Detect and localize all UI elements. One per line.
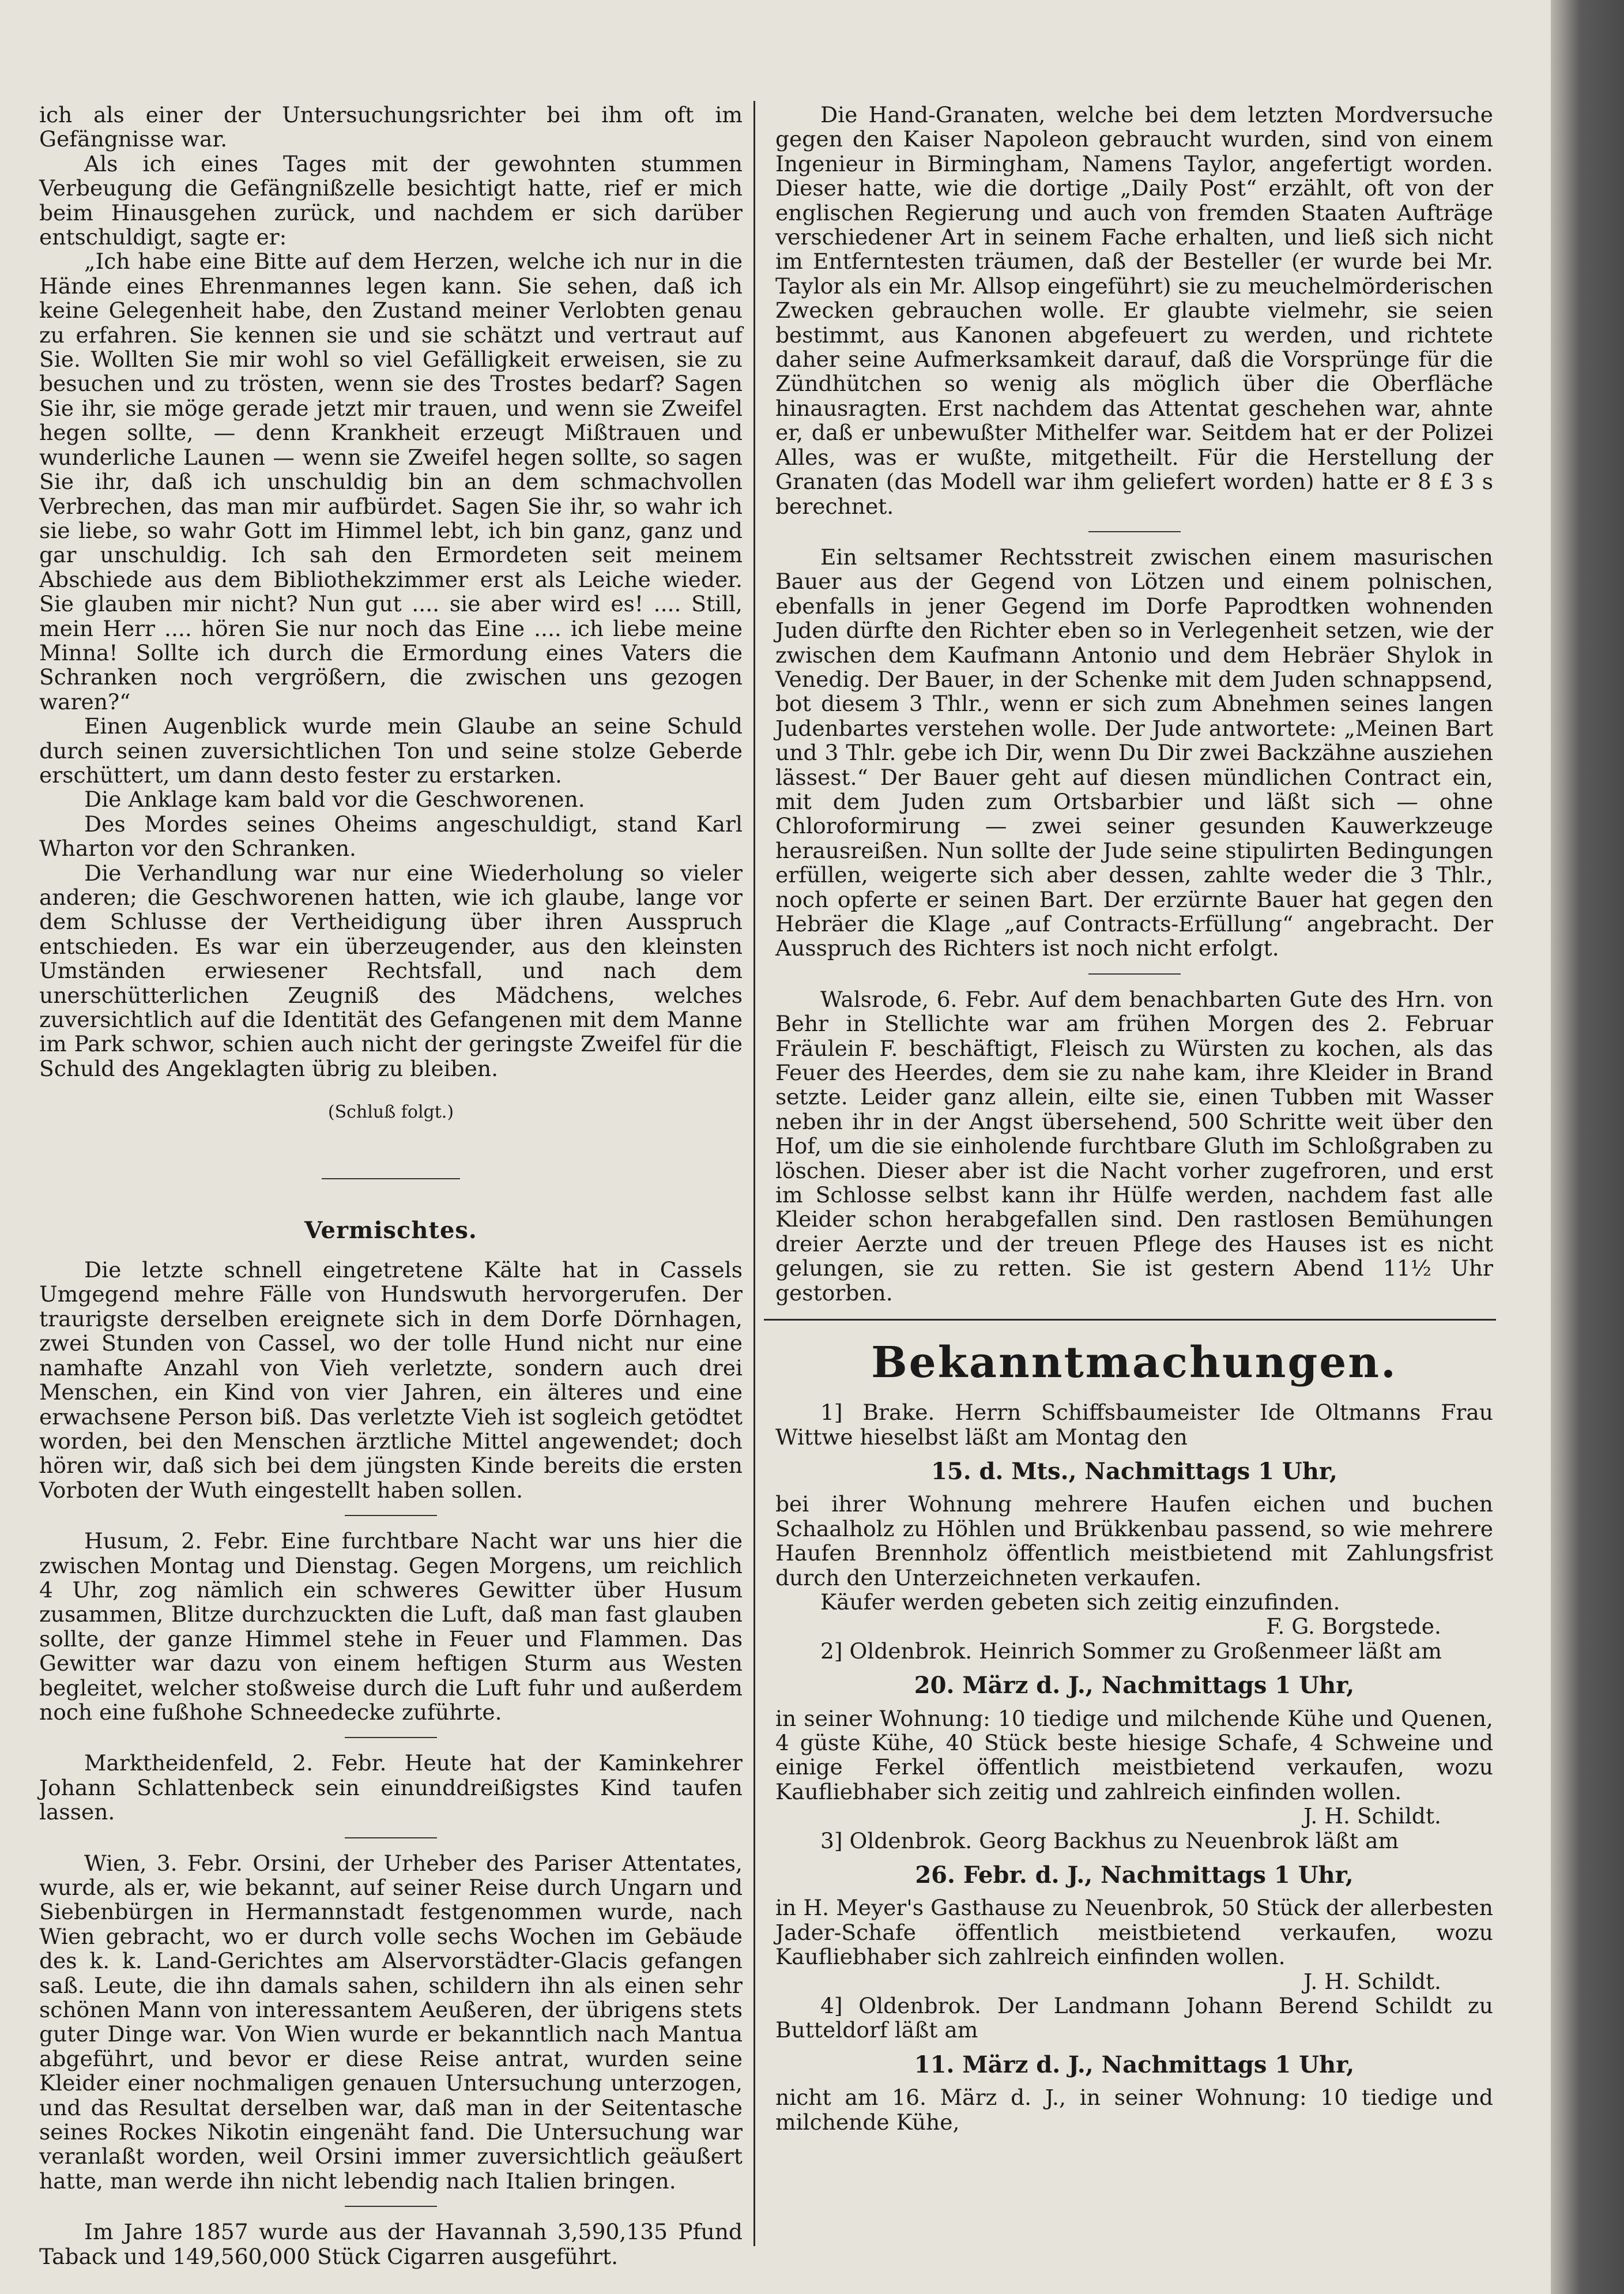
announcement bbox=[775, 1829, 1493, 1994]
story-paragraph: „Ich habe eine Bitte auf dem Herzen, welche ich nur in die Hände eines Ehrenmannes legen kann. Sie sehen, daß ich keine Gelegenheit habe, den Zustand meiner Verlobten genau zu erfahren. Sie kennen sie und sie schätzt und vertraut auf Sie. Wollten Sie mir wohl so viel Gefälligkeit erweisen, sie zu besuchen und zu trösten, wenn sie des Trostes bedarf? Sagen Sie ihr, sie möge gerade jetzt mir trauen, und wenn sie Zweifel hegen sollte, — denn Krankheit erzeugt Mißtrauen und wunderliche Launen — wenn sie Zweifel hegen sollte, so sagen Sie ihr, daß ich unschuldig bin an dem schmachvollen Verbrechen, das man mir aufbürdet. Sagen Sie ihr, so wahr ich sie liebe, so wahr Gott im Himmel lebt, ich bin ganz, ganz und gar unschuldig. Ich sah den Ermordeten seit meinem Abschiede aus dem Bibliothekzimmer erst als Leiche wieder. Sie glauben mir nicht? Nun gut .... sie aber wird es! .... Still, mein Herr .... hören Sie nur noch das Eine .... ich liebe meine Minna! Sollte ich durch die Ermordung eines Vaters die Schranken noch vergrößern, die zwischen uns gezogen waren?“ bbox=[39, 249, 743, 714]
separator-line bbox=[1088, 973, 1181, 975]
announcement-body: in H. Meyer's Gasthause zu Neuenbrok, 50 Stück der allerbesten Jader-Schafe öffentlich meistbietend verkaufen, wozu Kaufliebhaber sich zahlreich einfinden wollen. bbox=[775, 1895, 1493, 1970]
announcement-body: nicht am 16. März d. J., in seiner Wohnung: 10 tiedige und milchende Kühe, bbox=[775, 2085, 1493, 2135]
separator-line bbox=[322, 1178, 460, 1179]
story-paragraph: Einen Augenblick wurde mein Glaube an seine Schuld durch seinen zuversichtlichen Ton und seine stolze Geberde erschüttert, um dann desto fester zu erstarken. bbox=[39, 713, 743, 788]
separator-line bbox=[1088, 531, 1181, 532]
announcement-date: 15. d. Mts., Nachmittags 1 Uhr, bbox=[931, 1457, 1337, 1485]
announcement-body: bei ihrer Wohnung mehrere Haufen eichen und buchen Schaalholz zu Höhlen und Brükkenbau passend, so wie mehrere Haufen Brennholz öffentlich meistbietend mit Zahlungsfrist durch den Unterzeichneten verkaufen. bbox=[775, 1491, 1493, 1590]
section-rule bbox=[764, 1319, 1496, 1321]
book-spine-edge bbox=[1551, 0, 1624, 2294]
misc-paragraph: Husum, 2. Febr. Eine furchtbare Nacht war uns hier die zwischen Montag und Dienstag. Gegen Morgens, um reichlich 4 Uhr, zog nämlich ein schweres Gewitter über Husum zusammen, Blitze durchzuckten die Luft, daß man fast glauben sollte, der ganze Himmel stehe in Feuer und Flammen. Das Gewitter war dazu von einem heftigen Sturm aus Westen begleitet, welcher stoßweise durch die Luft fuhr und außerdem noch eine fußhohe Schneedecke zuführte. bbox=[39, 1528, 743, 1725]
announcement bbox=[775, 1994, 1493, 2134]
announcement-signature: F. G. Borgstede. bbox=[1266, 1614, 1441, 1639]
announcement-extra: Käufer werden gebeten sich zeitig einzufinden. bbox=[820, 1589, 1340, 1615]
announcement-signature: J. H. Schildt. bbox=[1303, 1968, 1441, 1994]
right-column bbox=[775, 103, 1493, 2236]
separator-line bbox=[345, 1737, 437, 1738]
story-paragraph: Des Mordes seines Oheims angeschuldigt, stand Karl Wharton vor den Schranken. bbox=[39, 811, 743, 862]
announcement-intro: 1] Brake. Herrn Schiffsbaumeister Ide Oltmanns Frau Wittwe hieselbst läßt am Montag den bbox=[775, 1400, 1493, 1450]
separator-line bbox=[345, 1515, 437, 1516]
misc-paragraph: Marktheidenfeld, 2. Febr. Heute hat der Kaminkehrer Johann Schlattenbeck sein einunddreißigstes Kind taufen lassen. bbox=[39, 1750, 743, 1825]
misc-paragraph: Wien, 3. Febr. Orsini, der Urheber des Pariser Attentates, wurde, als er, wie bekannt, auf seiner Reise durch Ungarn und Siebenbürgen in Hermannstadt festgenommen wurde, nach Wien gebracht, wo er durch volle sechs Wochen im Gebäude des k. k. Land-Gerichtes am Alservorstädter-Glacis gefangen saß. Leute, die ihn damals sahen, schildern ihn als einen sehr schönen Mann von interessantem Aeußeren, der übrigens stets guter Dinge war. Von Wien wurde er bekanntlich nach Mantua abgeführt, und bevor er diese Reise antrat, wurden seine Kleider einer nochmaligen genauen Untersuchung unterzogen, und das Resultat derselben war, daß man in der Seitentasche seines Rockes Nikotin eingenäht fand. Die Untersuchung war veranlaßt worden, weil Orsini immer zuversichtlich geäußert hatte, man werde ihn nicht lebendig nach Italien bringen. bbox=[39, 1850, 743, 2194]
news-paragraph: Walsrode, 6. Febr. Auf dem benachbarten Gute des Hrn. von Behr in Stellichte war am frühen Morgen des 2. Februar Fräulein F. beschäftigt, Fleisch zu Würsten zu kochen, als das Feuer des Heerdes, dem sie zu nahe kam, ihre Kleider in Brand setzte. Leider ganz allein, eilte sie, einen Tubben mit Wasser neben ihr in der Angst übersehend, 500 Schritte weit über den Hof, um die sie einholende furchtbare Gluth im Schloßgraben zu löschen. Dieser aber ist die Nacht vorher zugefroren, und erst im Schlosse selbst kann ihr Hülfe werden, nachdem fast alle Kleider schon herabgefallen sind. Den rastlosen Bemühungen dreier Aerzte und der treuen Pflege des Hauses ist es nicht gelungen, sie zu retten. Sie ist gestern Abend 11½ Uhr gestorben. bbox=[775, 986, 1493, 1306]
separator-line bbox=[345, 2206, 437, 2207]
announcement-intro: 3] Oldenbrok. Georg Backhus zu Neuenbrok läßt am bbox=[820, 1827, 1399, 1853]
announcement-date: 20. März d. J., Nachmittags 1 Uhr, bbox=[914, 1672, 1355, 1699]
announcements-title: Bekanntmachungen. bbox=[871, 1338, 1397, 1388]
announcement-signature: J. H. Schildt. bbox=[1303, 1803, 1441, 1829]
story-paragraph: Die Verhandlung war nur eine Wiederholung so vieler anderen; die Geschworenen hatten, wie ich glaube, lange vor dem Schlusse der Vertheidigung über ihren Ausspruch entschieden. Es war ein überzeugender, aus den kleinsten Umständen erwiesener Rechtsfall, und nach dem unerschütterlichen Zeugniß des Mädchens, welches zuversichtlich auf die Identität des Gefangenen mit dem Manne im Park schwor, schien auch nicht der geringste Zweifel für die Schuld des Angeklagten übrig zu bleiben. bbox=[39, 860, 743, 1081]
continuation-note: (Schluß folgt.) bbox=[327, 1102, 454, 1123]
news-paragraph: Die Hand-Granaten, welche bei dem letzten Mordversuche gegen den Kaiser Napoleon gebraucht wurden, sind von einem Ingenieur in Birmingham, Namens Taylor, angefertigt worden. Dieser hatte, wie die dortige „Daily Post“ erzählt, oft von der englischen Regierung und auch von fremden Staaten Aufträge verschiedener Art in seinem Fache erhalten, und ließ sich nicht im Entferntesten träumen, daß der Besteller (er wurde bei Mr. Taylor als ein Mr. Allsop eingeführt) sie zu meuchelmörderischen Zwecken gebrauchen wolle. Er glaubte vielmehr, sie seien bestimmt, aus Kanonen abgefeuert zu werden, und richtete daher seine Aufmerksamkeit darauf, daß die Vorsprünge für die Zündhütchen so wenig als möglich über die Oberfläche hinausragten. Erst nachdem das Attentat geschehen war, ahnte er, daß er unbewußter Mithelfer war. Seitdem hat er der Polizei Alles, was er wußte, mitgetheilt. Für die Herstellung der Granaten (das Modell war ihm geliefert worden) hatte er 8 £ 3 s berechnet. bbox=[775, 102, 1493, 519]
section-title-misc: Vermischtes. bbox=[304, 1216, 477, 1244]
misc-paragraph: Die letzte schnell eingetretene Kälte hat in Cassels Umgegend mehre Fälle von Hundswuth hervorgerufen. Der traurigste derselben ereignete sich in dem Dorfe Dörnhagen, zwei Stunden von Cassel, wo der tolle Hund nicht nur eine namhafte Anzahl von Vieh verletzte, sondern auch drei Menschen, ein Kind von vier Jahren, ein älteres und eine erwachsene Person biß. Das verletzte Vieh ist sogleich getödtet worden, bei den Menschen ärztliche Mittel angewendet; doch hören wir, daß sich bei dem jüngsten Kinde bereits die ersten Vorboten der Wuth eingestellt haben sollen. bbox=[39, 1257, 743, 1503]
announcement bbox=[775, 1639, 1493, 1829]
column-divider bbox=[753, 101, 755, 2246]
announcement bbox=[775, 1400, 1493, 1639]
story-paragraph: ich als einer der Untersuchungsrichter bei ihm oft im Gefängnisse war. bbox=[39, 102, 743, 152]
misc-paragraph: Im Jahre 1857 wurde aus der Havannah 3,590,135 Pfund Taback und 149,560,000 Stück Cigarren ausgeführt. bbox=[39, 2219, 743, 2269]
news-paragraph: Ein seltsamer Rechtsstreit zwischen einem masurischen Bauer aus der Gegend von Lötzen und einem polnischen, ebenfalls in jener Gegend im Dorfe Paprodtken wohnenden Juden dürfte den Richter eben so in Verlegenheit setzen, wie der zwischen dem Kaufmann Antonio und dem Hebräer Shylok in Venedig. Der Bauer, in der Schenke mit dem Juden schnappsend, bot diesem 3 Thlr., wenn er sich zum Abnehmen seines langen Judenbartes verstehen wolle. Der Jude antwortete: „Meinen Bart und 3 Thlr. gebe ich Dir, wenn Du Dir zwei Backzähne ausziehen lässest.“ Der Bauer geht auf diesen mündlichen Contract ein, mit dem Juden zum Ortsbarbier und läßt sich — ohne Chloroformirung — zwei seiner gesunden Kauwerkzeuge herausreißen. Nun sollte der Jude seine stipulirten Bedingungen erfüllen, weigerte sich aber dessen, zahlte weder die 3 Thlr., noch opferte er seinen Bart. Der erzürnte Bauer hat gegen den Hebräer die Klage „auf Contracts-Erfüllung“ angebracht. Der Ausspruch des Richters ist noch nicht erfolgt. bbox=[775, 544, 1493, 961]
story-paragraph: Als ich eines Tages mit der gewohnten stummen Verbeugung die Gefängnißzelle besichtigt hatte, rief er mich beim Hinausgehen zurück, und nachdem er sich darüber entschuldigt, sagte er: bbox=[39, 151, 743, 250]
announcement-date: 26. Febr. d. J., Nachmittags 1 Uhr, bbox=[915, 1861, 1354, 1889]
left-column bbox=[39, 102, 743, 2269]
separator-line bbox=[345, 1837, 437, 1838]
announcement-intro: 4] Oldenbrok. Der Landmann Johann Berend Schildt zu Butteldorf läßt am bbox=[775, 1993, 1493, 2043]
story-paragraph: Die Anklage kam bald vor die Geschworenen. bbox=[84, 787, 585, 813]
announcement-intro: 2] Oldenbrok. Heinrich Sommer zu Großenmeer läßt am bbox=[820, 1638, 1442, 1664]
announcement-body: in seiner Wohnung: 10 tiedige und milchende Kühe und Quenen, 4 güste Kühe, 40 Stück beste hiesige Schafe, 4 Schweine und einige Ferkel öffentlich meistbietend verkaufen, wozu Kaufliebhaber sich zeitig und zahlreich einfinden wollen. bbox=[775, 1705, 1493, 1804]
announcement-date: 11. März d. J., Nachmittags 1 Uhr, bbox=[914, 2051, 1355, 2078]
